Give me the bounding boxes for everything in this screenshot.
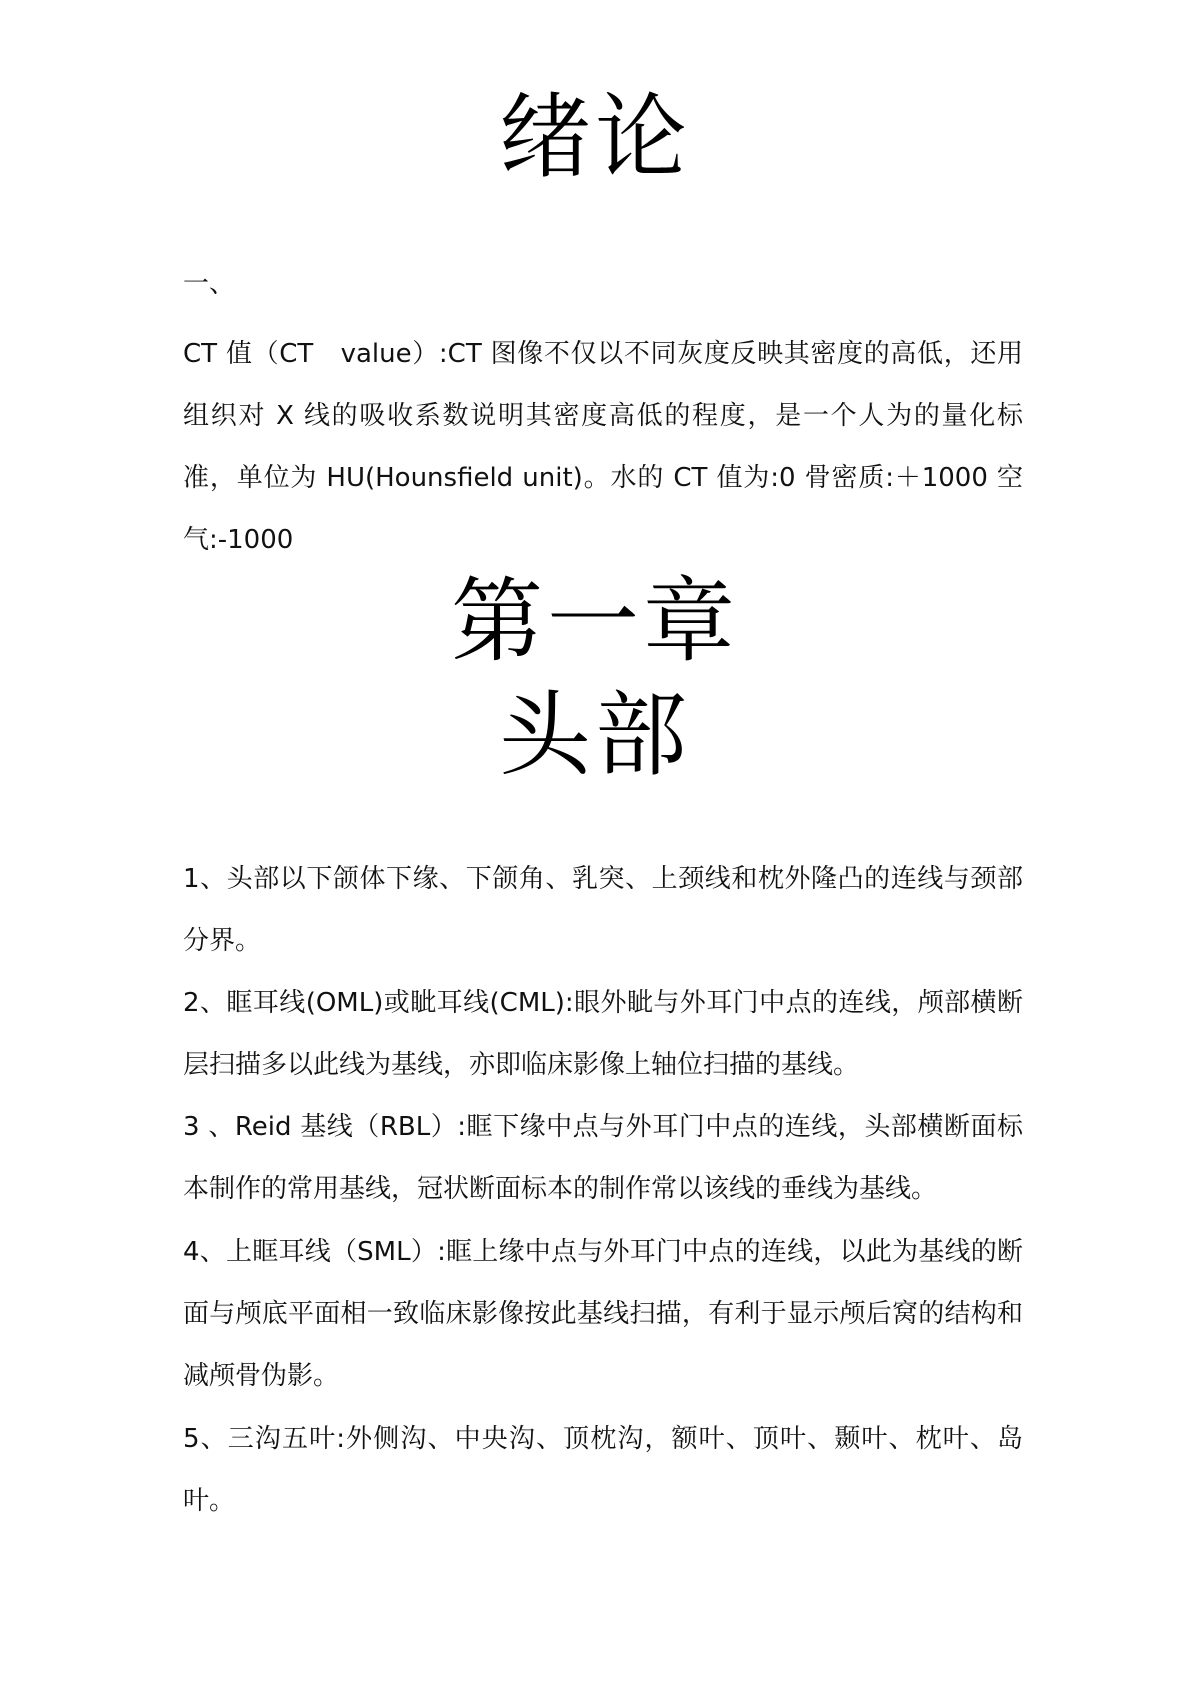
list-item: 4、上眶耳线（SML）:眶上缘中点与外耳门中点的连线，以此为基线的断面与颅底平面相一致临床影像按此基线扫描，有利于显示颅后窝的结构和减颅骨伪影。 xyxy=(183,1237,1023,1391)
chapter-subtitle: 头部 xyxy=(498,682,691,789)
list-item: 5、三沟五叶:外侧沟、中央沟、顶枕沟，额叶、顶叶、颞叶、枕叶、岛叶。 xyxy=(183,1424,1023,1516)
chapter-title: 第一章 xyxy=(450,568,739,675)
intro-title: 绪论 xyxy=(498,84,691,191)
section-number: 一、 xyxy=(183,269,236,299)
list-item: 2、眶耳线(OML)或眦耳线(CML):眼外眦与外耳门中点的连线，颅部横断层扫描多以此线为基线，亦即临床影像上轴位扫描的基线。 xyxy=(183,988,1023,1080)
ct-value-paragraph: CT 值（CT value）:CT 图像不仅以不同灰度反映其密度的高低，还用组织对 X 线的吸收系数说明其密度高低的程度，是一个人为的量化标准，单位为 HU(Hounsfield unit)。水的 CT 值为:0 骨密质:＋1000 空气:-1000 xyxy=(183,339,1023,555)
list-item: 1、头部以下颌体下缘、下颌角、乳突、上颈线和枕外隆凸的连线与颈部分界。 xyxy=(183,864,1023,956)
list-item: 3 、Reid 基线（RBL）:眶下缘中点与外耳门中点的连线，头部横断面标本制作的常用基线，冠状断面标本的制作常以该线的垂线为基线。 xyxy=(183,1112,1023,1204)
